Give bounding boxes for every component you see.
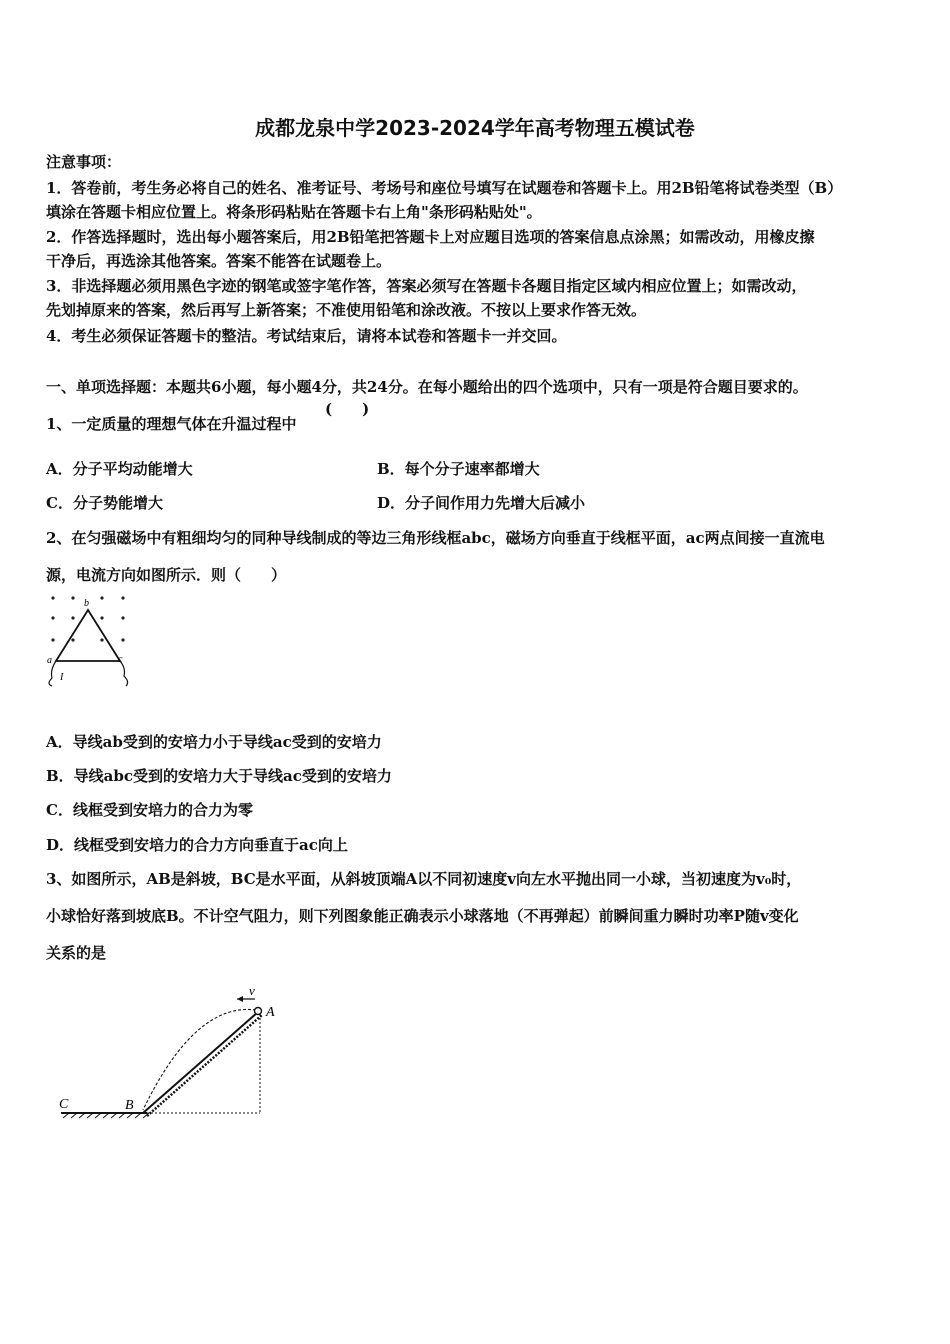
notice-line: 干净后，再选涂其他答案。答案不能答在试题卷上。	[46, 252, 392, 270]
q3-slope-figure	[55, 982, 295, 1132]
label-a: a	[47, 655, 52, 666]
q2-stem-line: 源，电流方向如图所示．则（ ）	[46, 566, 287, 584]
section-heading: 一、单项选择题：本题共6小题，每小题4分，共24分。在每小题给出的四个选项中，只有一项是符合题目要求的。	[46, 378, 808, 396]
label-c: c	[118, 654, 123, 665]
label-C: C	[59, 1097, 69, 1112]
q3-stem-line: 小球恰好落到坡底B。不计空气阻力，则下列图象能正确表示小球落地（不再弹起）前瞬间重力瞬时功率P随v变化	[46, 907, 799, 925]
notice-line: 先划掉原来的答案，然后再写上新答案；不准使用铅笔和涂改液。不按以上要求作答无效。	[46, 301, 647, 319]
q1-option-b: B．每个分子速率都增大	[377, 460, 540, 478]
q1-option-d: D．分子间作用力先增大后减小	[377, 494, 586, 512]
q3-stem-line: 关系的是	[46, 944, 107, 962]
q1-stem: 1、一定质量的理想气体在升温过程中	[46, 415, 297, 433]
q1-option-c: C．分子势能增大	[46, 494, 163, 512]
slope-line	[143, 1012, 258, 1113]
notice-line: 1．答卷前，考生务必将自己的姓名、准考证号、考场号和座位号填写在试题卷和答题卡上。用2B铅笔将试卷类型（B）	[46, 179, 843, 197]
q1-answer-paren: ( )	[325, 400, 370, 418]
notice-line: 4．考生必须保证答题卡的整洁。考试结束后，请将本试卷和答题卡一并交回。	[46, 327, 567, 345]
velocity-arrowhead	[237, 996, 243, 1002]
notice-line: 填涂在答题卡相应位置上。将条形码粘贴在答题卡右上角"条形码粘贴处"。	[46, 203, 542, 221]
q2-option-c: C．线框受到安培力的合力为零	[46, 801, 253, 819]
q2-option-a: A．导线ab受到的安培力小于导线ac受到的安培力	[46, 733, 382, 751]
q2-option-b: B．导线abc受到的安培力大于导线ac受到的安培力	[46, 767, 392, 785]
q3-stem-line: 3、如图所示，AB是斜坡，BC是水平面，从斜坡顶端A以不同初速度v向左水平抛出同一小球，当初速度为v₀时，	[46, 870, 802, 888]
q2-triangle-figure	[40, 590, 140, 690]
slope-line-shade	[147, 1015, 262, 1116]
label-B: B	[125, 1098, 134, 1113]
notice-line: 3．非选择题必须用黑色字迹的钢笔或签字笔作答，答案必须写在答题卡各题目指定区域内相应位置上；如需改动，	[46, 277, 807, 295]
triangle-frame	[56, 610, 120, 661]
ball	[255, 1008, 262, 1015]
notice-heading: 注意事项：	[46, 153, 122, 171]
q2-stem-line: 2、在匀强磁场中有粗细均匀的同种导线制成的等边三角形线框abc，磁场方向垂直于线框平面，ac两点间接一直流电	[46, 529, 825, 547]
label-I: I	[60, 672, 64, 683]
q2-option-d: D．线框受到安培力的合力方向垂直于ac向上	[46, 836, 348, 854]
label-A: A	[266, 1005, 275, 1020]
exam-title: 成都龙泉中学2023-2024学年高考物理五模试卷	[255, 116, 695, 140]
label-b: b	[84, 598, 89, 609]
notice-line: 2．作答选择题时，选出每小题答案后，用2B铅笔把答题卡上对应题目选项的答案信息点涂黑；如需改动，用橡皮擦	[46, 228, 815, 246]
trajectory-dashed	[143, 1009, 256, 1110]
q1-option-a: A．分子平均动能增大	[46, 460, 193, 478]
label-v: v	[249, 983, 255, 998]
